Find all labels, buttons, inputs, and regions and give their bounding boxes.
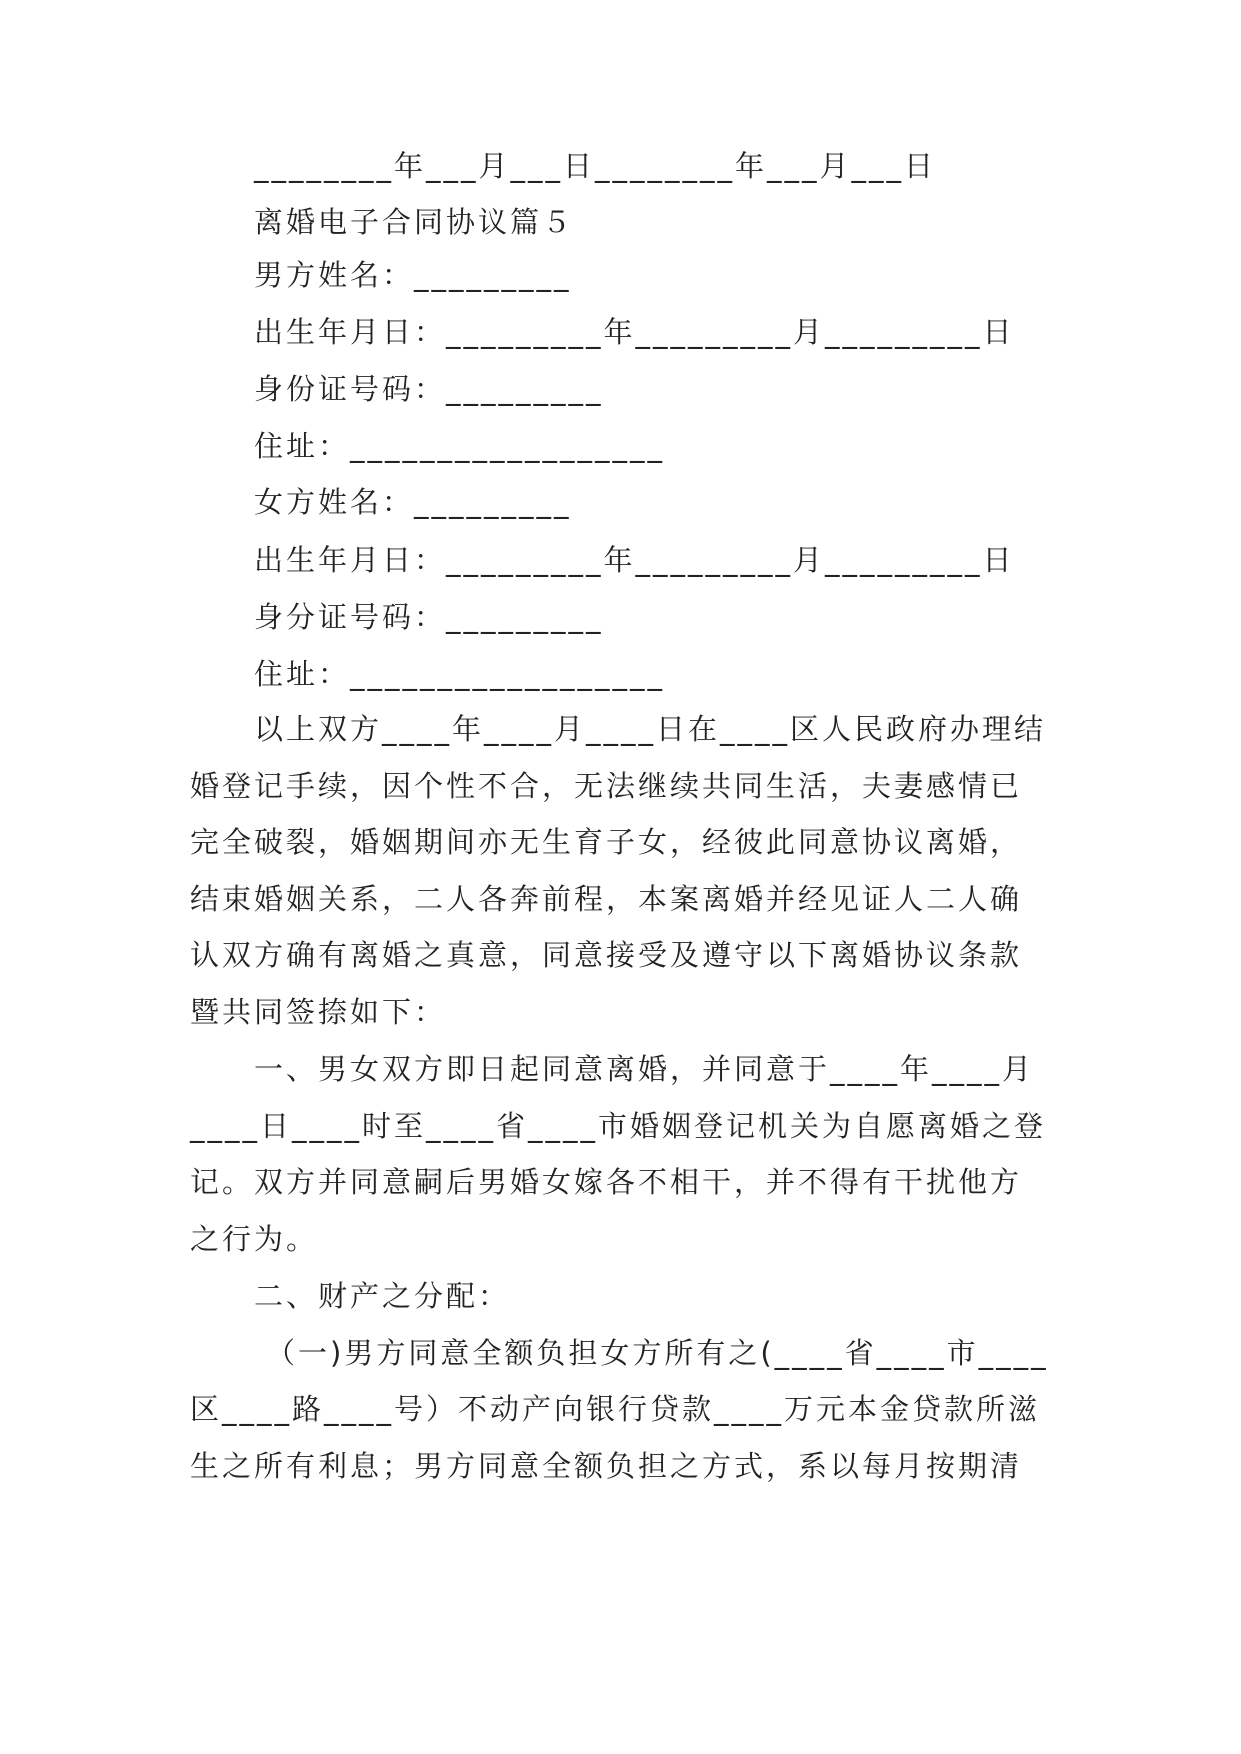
paragraph-line: 暨共同签捺如下：: [190, 995, 447, 1029]
female-address-field: 住址：__________________: [254, 657, 666, 691]
female-name-field: 女方姓名：_________: [254, 485, 572, 519]
clause-line: ____日____时至____省____市婚姻登记机关为自愿离婚之登: [190, 1109, 1047, 1143]
paragraph-line: 完全破裂，婚姻期间亦无生育子女，经彼此同意协议离婚，: [190, 825, 1023, 859]
paragraph-line: 婚登记手续，因个性不合，无法继续共同生活，夫妻感情已: [190, 769, 1023, 803]
clause-line: 记。双方并同意嗣后男婚女嫁各不相干，并不得有干扰他方: [190, 1165, 1023, 1199]
male-name-field: 男方姓名：_________: [254, 258, 572, 292]
female-id-field: 身分证号码：_________: [254, 600, 604, 634]
male-address-field: 住址：__________________: [254, 429, 666, 463]
clause-line: 生之所有利息；男方同意全额负担之方式，系以每月按期清: [190, 1449, 1023, 1483]
male-birthdate-field: 出生年月日：_________年_________月_________日: [254, 315, 1015, 349]
clause-line: 区____路____号）不动产向银行贷款____万元本金贷款所滋: [190, 1392, 1041, 1426]
clause-line: 一、男女双方即日起同意离婚，并同意于____年____月: [254, 1052, 1035, 1086]
section-heading: 二、财产之分配：: [254, 1279, 511, 1313]
date-signature-line: ________年___月___日________年___月___日: [254, 149, 937, 183]
male-id-field: 身份证号码：_________: [254, 372, 604, 406]
female-birthdate-field: 出生年月日：_________年_________月_________日: [254, 543, 1015, 577]
section-title: 离婚电子合同协议篇５: [254, 205, 575, 239]
paragraph-line: 以上双方____年____月____日在____区人民政府办理结: [254, 712, 1047, 746]
clause-line: 之行为。: [190, 1222, 319, 1256]
paragraph-line: 认双方确有离婚之真意，同意接受及遵守以下离婚协议条款: [190, 938, 1023, 972]
clause-line: （一)男方同意全额负担女方所有之(____省____市____: [266, 1336, 1049, 1370]
paragraph-line: 结束婚姻关系，二人各奔前程，本案离婚并经见证人二人确: [190, 882, 1023, 916]
